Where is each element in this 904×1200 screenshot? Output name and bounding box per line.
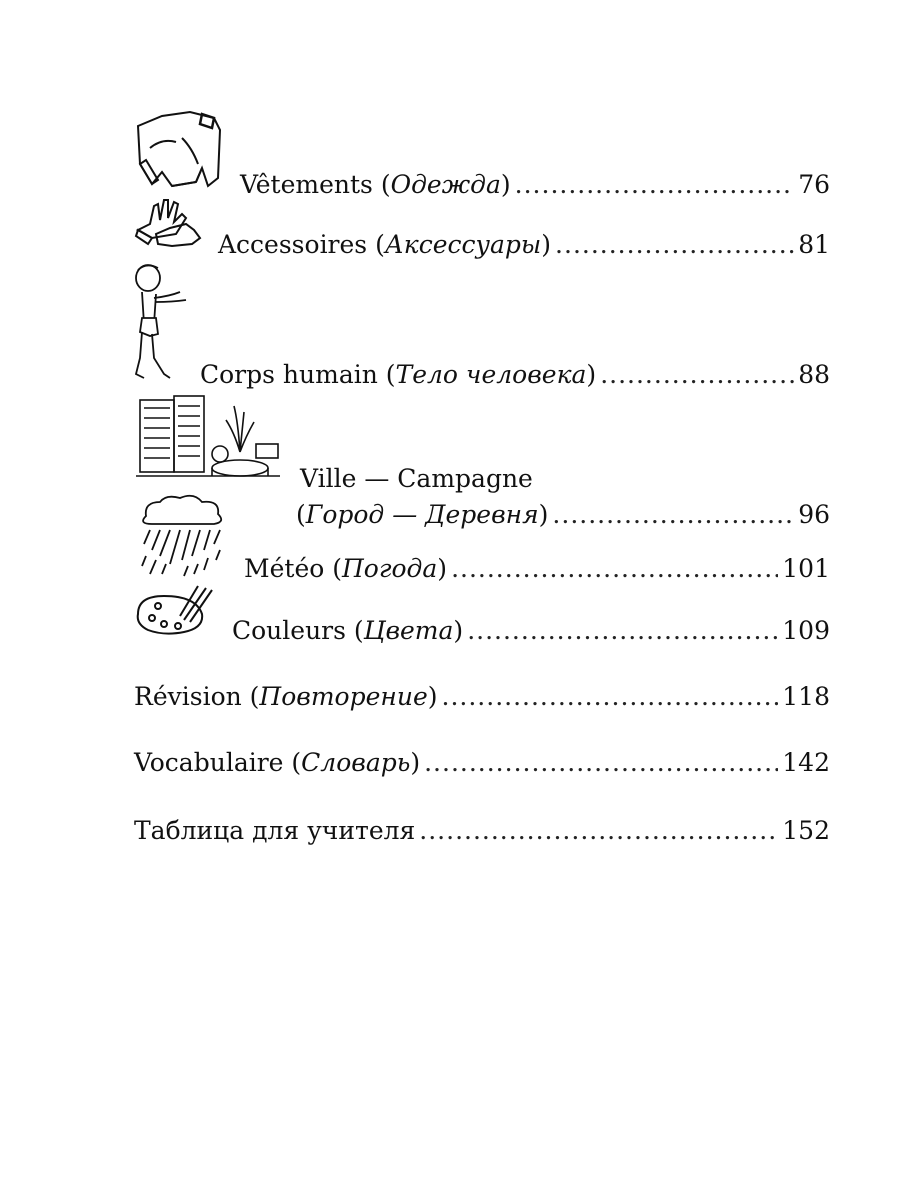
page-number: 118 xyxy=(782,682,830,711)
rain-cloud-icon xyxy=(136,494,230,580)
page-number: 81 xyxy=(798,230,830,259)
entry-title: Couleurs (Цвета) xyxy=(232,616,464,645)
page-number: 101 xyxy=(782,554,830,583)
page-number: 152 xyxy=(782,816,830,845)
dot-leader xyxy=(600,358,794,392)
entry-title: Vocabulaire (Словарь) xyxy=(134,748,421,777)
entry-title: Vêtements (Одежда) xyxy=(240,170,511,199)
dot-leader xyxy=(515,168,795,202)
toc-entry-ville-campagne-title[interactable]: Ville — Campagne xyxy=(300,464,533,493)
entry-subtitle: (Город — Деревня) xyxy=(296,500,549,529)
toc-entry-revision[interactable] xyxy=(134,680,830,714)
toc-entry-teacher-table[interactable] xyxy=(134,814,830,848)
page-number: 88 xyxy=(798,360,830,389)
entry-title: Accessoires (Аксессуары) xyxy=(218,230,552,259)
boy-figure-icon xyxy=(130,262,194,384)
entry-title: Corps humain (Тело человека) xyxy=(200,360,597,389)
dot-leader xyxy=(451,552,778,586)
toc-entry-corps-humain[interactable] xyxy=(200,358,830,392)
dot-leader xyxy=(419,814,778,848)
toc-entry-couleurs[interactable] xyxy=(232,614,830,648)
city-fountain-icon xyxy=(134,392,284,488)
toc-entry-vocabulaire[interactable] xyxy=(134,746,830,780)
entry-title: Révision (Повторение) xyxy=(134,682,438,711)
dot-leader xyxy=(467,614,778,648)
toc-entry-meteo[interactable] xyxy=(244,552,830,586)
toc-entry-accessoires[interactable] xyxy=(218,228,830,262)
entry-title: Météo (Погода) xyxy=(244,554,448,583)
toc-entry-vetements[interactable] xyxy=(240,168,830,202)
page-number: 96 xyxy=(798,500,830,529)
dot-leader xyxy=(442,680,779,714)
page-number: 76 xyxy=(798,170,830,199)
dot-leader xyxy=(424,746,778,780)
paint-palette-icon xyxy=(134,584,216,640)
dot-leader xyxy=(555,228,794,262)
page-number: 109 xyxy=(782,616,830,645)
page-number: 142 xyxy=(782,748,830,777)
gloves-icon xyxy=(134,194,204,252)
entry-title: Таблица для учителя xyxy=(134,816,416,845)
sweater-icon xyxy=(132,108,224,192)
dot-leader xyxy=(552,498,794,532)
toc-entry-ville-campagne[interactable] xyxy=(296,498,830,532)
